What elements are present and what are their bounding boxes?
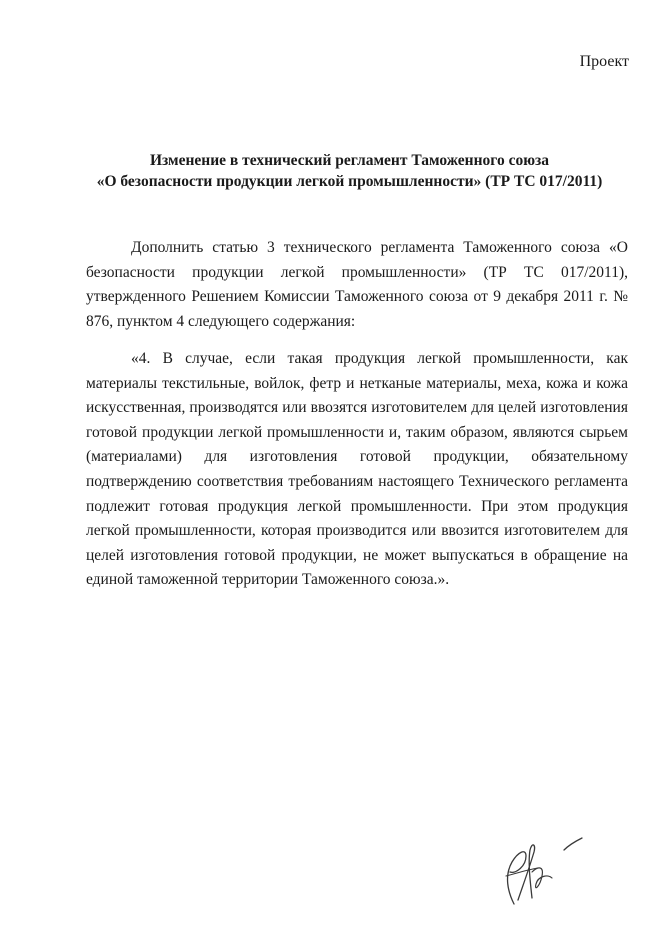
handwritten-signature (492, 832, 592, 907)
document-title (60, 150, 639, 192)
draft-stamp: Проект (579, 53, 629, 70)
title-line-2: «О безопасности продукции легкой промышленности» (ТР ТС 017/2011) (96, 173, 603, 190)
body-paragraph-2: «4. В случае, если такая продукция легкой промышленности, как материалы текстильные, войлок, фетр и нетканые материалы, меха, кожа и кожа искусственная, производятся или ввозятся изготовителем для целей изготовления готовой продукции легкой промышленности и, таким образом, являются сырьем (материалами) для изготовления готовой продукции, обязательному подтверждению соответствия требованиям настоящего Технического регламента подлежит готовая продукция легкой промышленности. При этом продукция легкой промышленности, которая производится или ввозится изготовителем для целей изготовления готовой продукции, не может выпускаться в обращение на единой таможенной территории Таможенного союза.». (86, 350, 628, 589)
title-line-1: Изменение в технический регламент Таможенного союза (149, 152, 550, 169)
body-paragraph-1: Дополнить статью 3 технического регламента Таможенного союза «О безопасности продукции легкой промышленности» (ТР ТС 017/2011), утвержденного Решением Комиссии Таможенного союза от 9 декабря 2011 г. № 876, пунктом 4 следующего содержания: (86, 239, 628, 330)
